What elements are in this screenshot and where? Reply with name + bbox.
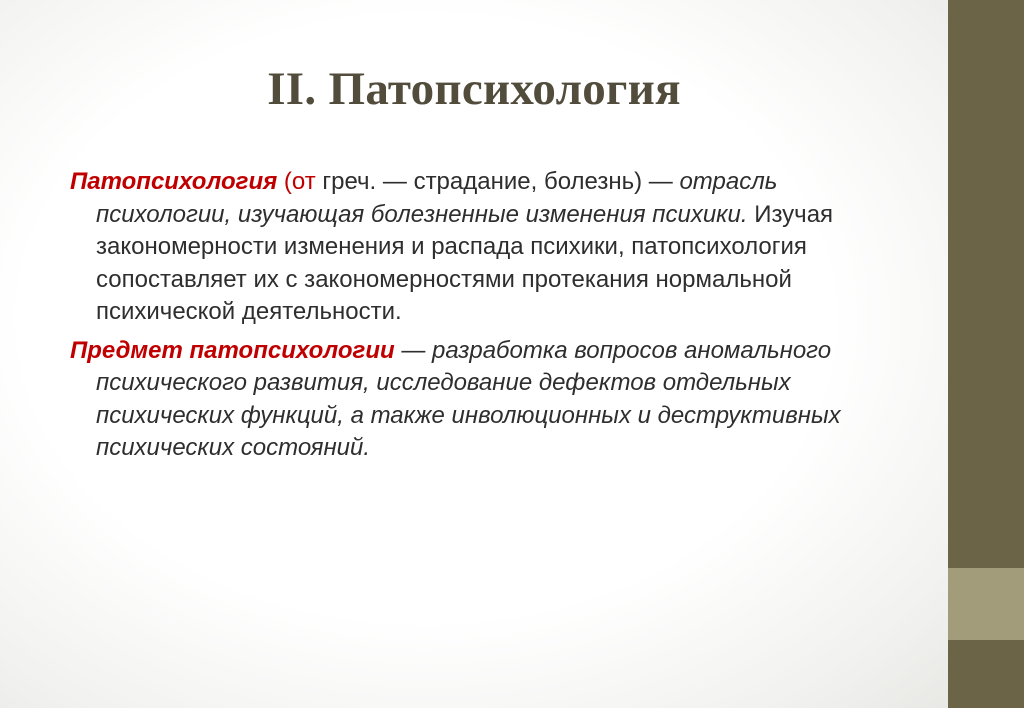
from-word: от [291,168,316,195]
etymology-text: греч. — страдание, болезнь) — [315,168,680,195]
term-subject: Предмет патопсихологии [70,336,395,364]
paren-open: ( [277,168,292,195]
term-pathopsychology: Патопсихология [70,168,278,195]
subject-text: — разработка вопросов аномального психического развития, исследование дефектов отдельных психических функций, а также инволюционных и деструктивных психических состояний. [96,336,841,461]
side-bar-accent [948,568,1024,640]
definition-paragraph [70,166,900,329]
subject-paragraph [70,335,900,465]
slide-content [70,166,900,471]
definition-text: отрасль психологии, изучающая болезненные изменения психики. [96,168,778,228]
definition-rest: Изучая закономерности изменения и распада психики, патопсихология сопоставляет их с закономерностями протекания нормальной психической деятельности. [96,200,834,325]
slide-title: II. Патопсихология [267,63,681,115]
